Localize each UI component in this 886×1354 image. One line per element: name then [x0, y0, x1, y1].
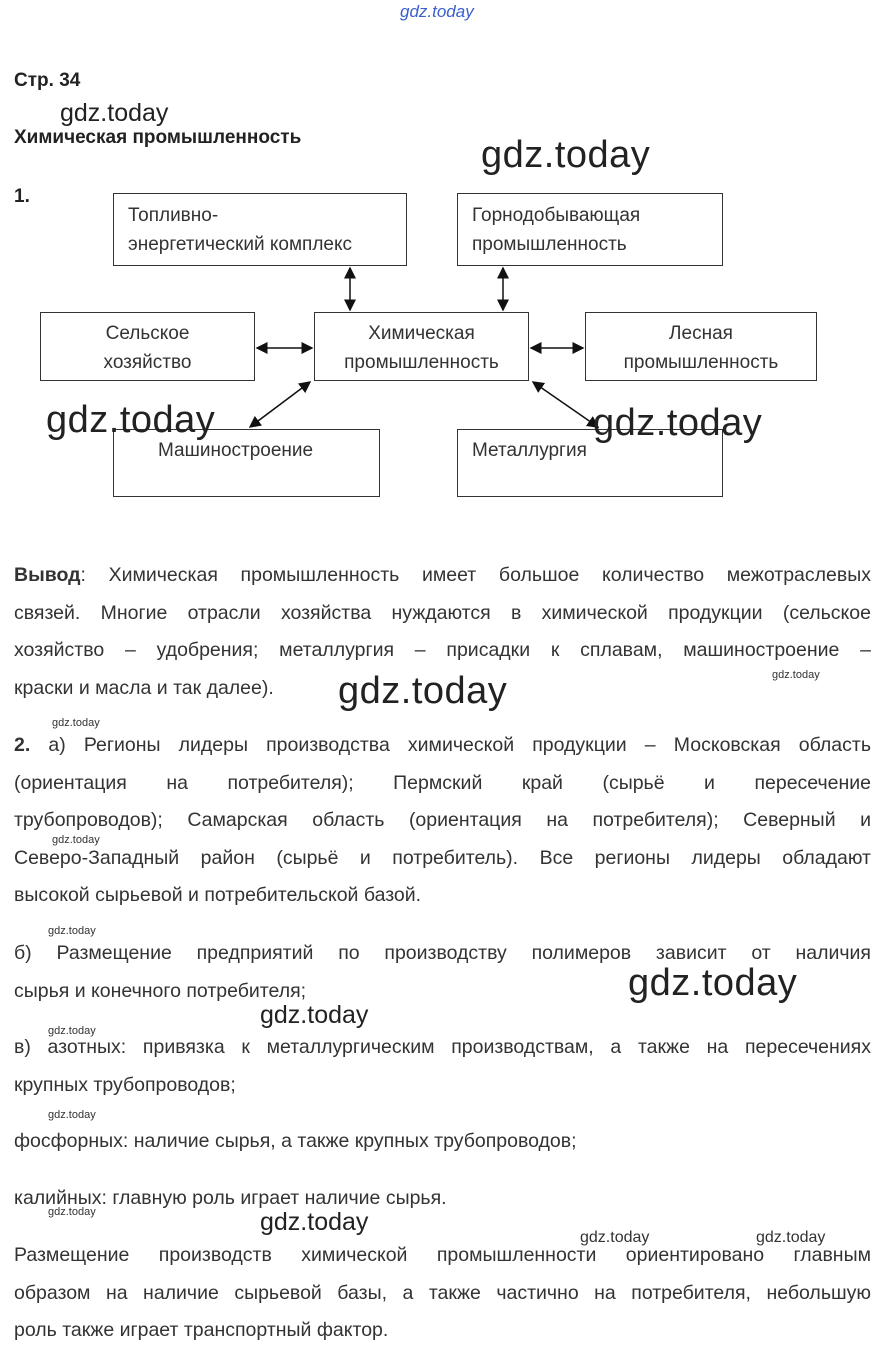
task2-number: 2. — [14, 734, 31, 756]
box-fuel-energy: Топливно- энергетический комплекс — [113, 193, 407, 266]
watermark: gdz.today — [338, 670, 508, 712]
box-agriculture: Сельское хозяйство — [40, 312, 255, 381]
watermark: gdz.today — [48, 925, 96, 937]
arrow-chem-metallurgy — [533, 382, 598, 427]
task1-number: 1. — [14, 186, 30, 207]
watermark: gdz.today — [580, 1229, 650, 1246]
watermark: gdz.today — [46, 399, 216, 441]
watermark: gdz.today — [593, 402, 763, 444]
conclusion-paragraph: Вывод: Химическая промышленность имеет большое количество межотраслевых связей. Многие отрасли хозяйства нуждаются в химической продукции (сельское хозяйство – удобрения; металлургия – присадки к сплавам, машиностроение – краски и масла и так далее). — [14, 564, 871, 699]
watermark: gdz.today — [48, 1109, 96, 1121]
phosphorus-line: фосфорных: наличие сырья, а также крупных трубопроводов; — [14, 1130, 577, 1152]
task2-v-paragraph: в) азотных: привязка к металлургическим производствам, а также на пересечениях крупных трубопроводов; — [14, 1036, 871, 1096]
watermark: gdz.today — [52, 717, 100, 729]
watermark: gdz.today — [481, 134, 651, 176]
task2-b-paragraph: б) Размещение предприятий по производству полимеров зависит от наличия сырья и конечного потребителя; — [14, 942, 871, 1002]
watermark: gdz.today — [756, 1229, 826, 1246]
conclusion-label: Вывод — [14, 564, 81, 586]
watermark: gdz.today — [628, 962, 798, 1004]
watermark: gdz.today — [60, 99, 169, 127]
watermark: gdz.today — [48, 1025, 96, 1037]
box-machinery: Машиностроение — [113, 429, 380, 497]
box-mining: Горнодобывающая промышленность — [457, 193, 723, 266]
watermark: gdz.today — [48, 1206, 96, 1218]
site-watermark-top: gdz.today — [400, 2, 474, 21]
watermark: gdz.today — [260, 1001, 369, 1029]
section-title: Химическая промышленность — [14, 127, 302, 148]
watermark: gdz.today — [772, 669, 820, 681]
summary-paragraph: Размещение производств химической промышленности ориентировано главным образом на наличие сырьевой базы, а также частично на потребителя, небольшую роль также играет транспортный фактор. — [14, 1244, 871, 1342]
arrow-chem-machinery — [250, 382, 310, 427]
watermark: gdz.today — [52, 834, 100, 846]
page-label: Стр. 34 — [14, 70, 81, 91]
task2-a-paragraph: 2. а) Регионы лидеры производства химической продукции – Московская область (ориентация на потребителя); Пермский край (сырьё и пересечение трубопроводов); Самарская область (ориентация на потребителя); Северный и Северо-Западный район (сырьё и потребитель). Все регионы лидеры обладают высокой сырьевой и потребительской базой. — [14, 734, 871, 907]
box-chemical-industry: Химическая промышленность — [314, 312, 529, 381]
watermark: gdz.today — [260, 1208, 369, 1236]
box-metallurgy: Металлургия — [457, 429, 723, 497]
box-forestry: Лесная промышленность — [585, 312, 817, 381]
potassium-line: калийных: главную роль играет наличие сырья. — [14, 1187, 447, 1209]
